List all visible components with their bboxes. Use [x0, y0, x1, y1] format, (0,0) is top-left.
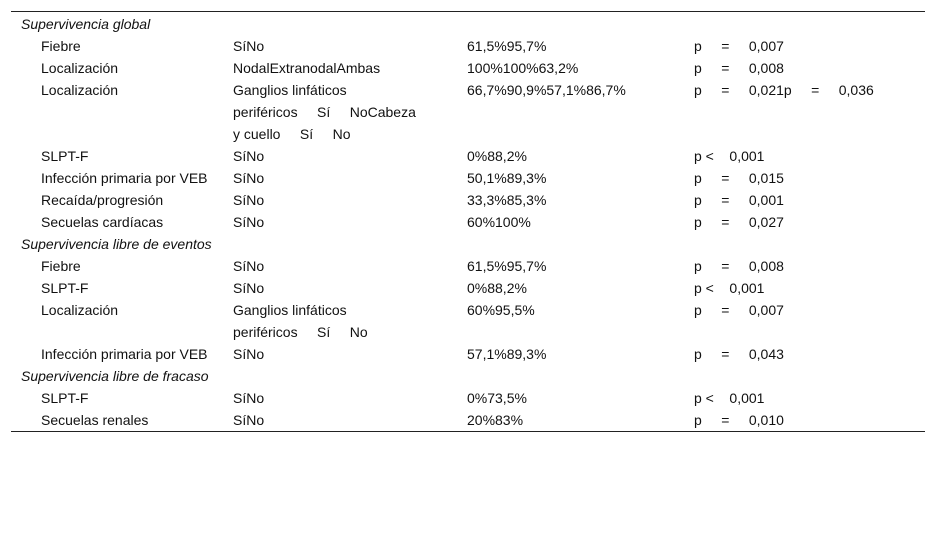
variable-cell [11, 79, 226, 145]
category-cell [226, 57, 459, 79]
variable-label: SLPT-F [41, 148, 89, 164]
p-value-cell: p < 0,001 [694, 280, 765, 296]
variable-cell [11, 387, 226, 409]
variable-cell [11, 409, 226, 432]
empty-cell [226, 233, 459, 255]
table-row [11, 211, 925, 233]
section-header-row [11, 233, 925, 255]
empty-cell [226, 365, 459, 387]
category-cell [226, 35, 459, 57]
category-line: SíNo [233, 346, 265, 362]
table-row [11, 35, 925, 57]
p-value-cell: p = 0,027 [694, 214, 784, 230]
p-value-cell: p = 0,008 [694, 258, 784, 274]
category-cell [226, 189, 459, 211]
survival-values-cell: 61,5%95,7% [467, 258, 547, 274]
variable-cell [11, 211, 226, 233]
category-line: SíNo [233, 192, 265, 208]
variable-label: Localización [41, 302, 119, 318]
category-cell [226, 343, 459, 365]
table-row [11, 409, 925, 432]
p-value-cell: p < 0,001 [694, 148, 765, 164]
empty-cell [459, 233, 692, 255]
category-cell [226, 277, 459, 299]
survival-values-cell: 60%95,5% [467, 302, 535, 318]
variable-label: Localización [41, 60, 119, 76]
survival-values-cell: 57,1%89,3% [467, 346, 547, 362]
results-table-container [11, 11, 925, 432]
variable-label: SLPT-F [41, 390, 89, 406]
variable-cell [11, 255, 226, 277]
survival-values-cell: 0%88,2% [467, 280, 527, 296]
category-line: SíNo [233, 170, 265, 186]
category-cell [226, 387, 459, 409]
variable-label: Fiebre [41, 258, 81, 274]
category-line: SíNo [233, 38, 265, 54]
variable-label: SLPT-F [41, 280, 89, 296]
empty-cell [692, 233, 925, 255]
p-value-cell: p = 0,007 [694, 302, 784, 318]
empty-cell [459, 365, 692, 387]
category-line: SíNo [233, 390, 265, 406]
table-row [11, 57, 925, 79]
table-row [11, 343, 925, 365]
survival-values-cell: 61,5%95,7% [467, 38, 547, 54]
variable-label: Localización [41, 82, 119, 98]
p-value-cell: p = 0,021p = 0,036 [694, 82, 874, 98]
category-cell [226, 299, 459, 343]
category-line: Ganglios linfáticos [233, 302, 347, 318]
category-cell [226, 255, 459, 277]
category-line: SíNo [233, 148, 265, 164]
variable-cell [11, 189, 226, 211]
p-value-cell: p = 0,015 [694, 170, 784, 186]
variable-label: Infección primaria por VEB [41, 170, 208, 186]
category-line: periféricos Sí No [233, 324, 368, 340]
empty-cell [459, 12, 692, 36]
table-row [11, 299, 925, 343]
empty-cell [226, 12, 459, 36]
section-title: Supervivencia global [21, 16, 151, 32]
category-line: SíNo [233, 412, 265, 428]
table-row [11, 255, 925, 277]
category-cell [226, 79, 459, 145]
empty-cell [692, 365, 925, 387]
p-value-cell: p < 0,001 [694, 390, 765, 406]
p-value-cell: p = 0,043 [694, 346, 784, 362]
category-line: Ganglios linfáticos [233, 82, 347, 98]
variable-label: Secuelas cardíacas [41, 214, 164, 230]
section-title: Supervivencia libre de eventos [21, 236, 212, 252]
section-title: Supervivencia libre de fracaso [21, 368, 209, 384]
category-line: SíNo [233, 280, 265, 296]
table-row [11, 145, 925, 167]
category-line: SíNo [233, 258, 265, 274]
p-value-cell: p = 0,007 [694, 38, 784, 54]
variable-cell [11, 277, 226, 299]
results-table-body [11, 12, 925, 432]
table-row [11, 189, 925, 211]
table-row [11, 79, 925, 145]
p-value-cell: p = 0,001 [694, 192, 784, 208]
variable-label: Fiebre [41, 38, 81, 54]
category-cell [226, 409, 459, 432]
section-header-row [11, 365, 925, 387]
variable-label: Infección primaria por VEB [41, 346, 208, 362]
table-row [11, 167, 925, 189]
category-line: y cuello Sí No [233, 126, 351, 142]
survival-values-cell: 60%100% [467, 214, 531, 230]
survival-values-cell: 0%88,2% [467, 148, 527, 164]
survival-values-cell: 66,7%90,9%57,1%86,7% [467, 82, 626, 98]
category-line: SíNo [233, 214, 265, 230]
survival-values-cell: 33,3%85,3% [467, 192, 547, 208]
p-value-cell: p = 0,010 [694, 412, 784, 428]
variable-cell [11, 145, 226, 167]
survival-values-cell: 0%73,5% [467, 390, 527, 406]
variable-cell [11, 57, 226, 79]
p-value-cell: p = 0,008 [694, 60, 784, 76]
category-cell [226, 167, 459, 189]
variable-cell [11, 167, 226, 189]
category-cell [226, 211, 459, 233]
category-line: NodalExtranodalAmbas [233, 60, 381, 76]
table-row [11, 387, 925, 409]
variable-cell [11, 35, 226, 57]
survival-values-cell: 50,1%89,3% [467, 170, 547, 186]
survival-values-cell: 100%100%63,2% [467, 60, 579, 76]
empty-cell [692, 12, 925, 36]
table-row [11, 277, 925, 299]
variable-cell [11, 299, 226, 343]
variable-label: Recaída/progresión [41, 192, 164, 208]
survival-values-cell: 20%83% [467, 412, 524, 428]
results-table [11, 11, 925, 432]
section-header-row [11, 12, 925, 36]
variable-cell [11, 343, 226, 365]
variable-label: Secuelas renales [41, 412, 149, 428]
category-cell [226, 145, 459, 167]
category-line: periféricos Sí NoCabeza [233, 104, 416, 120]
